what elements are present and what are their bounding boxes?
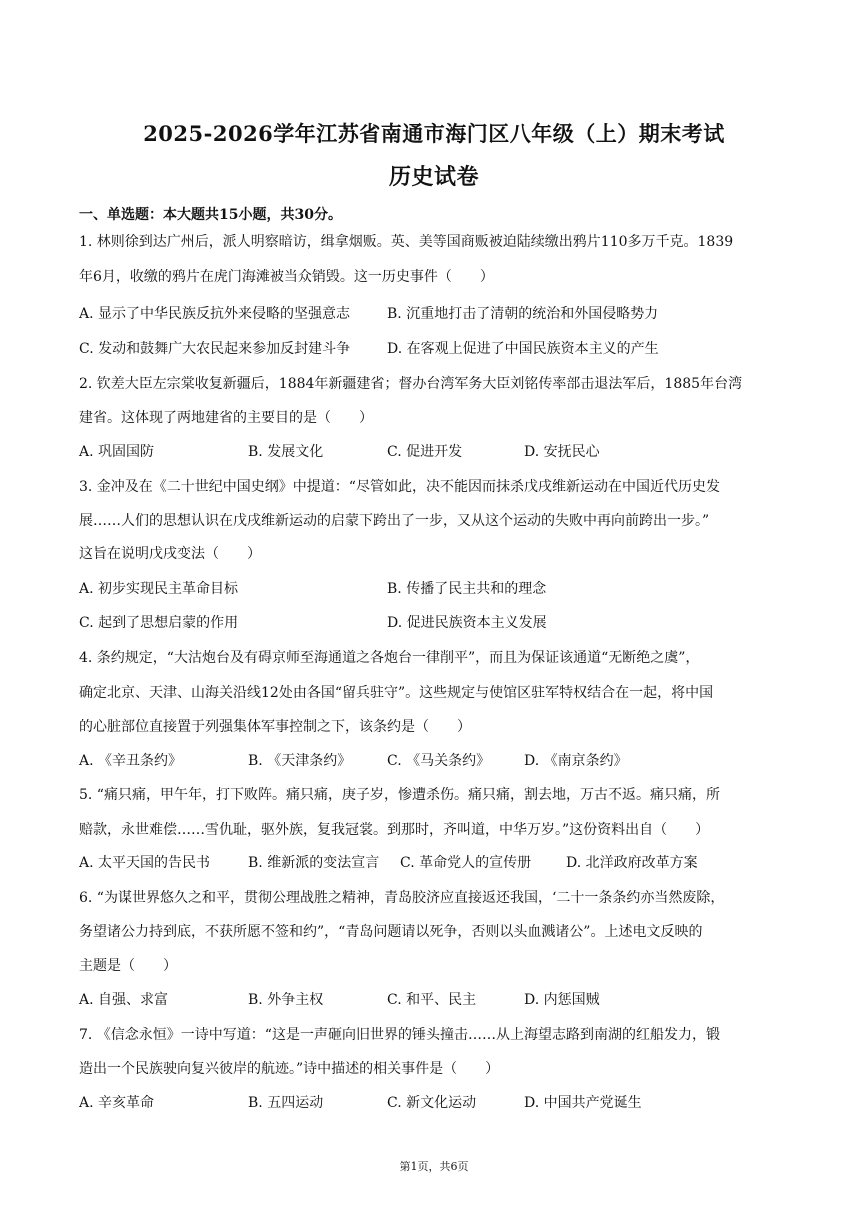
question-7-line-2: 造出一个民族驶向复兴彼岸的航迹。”诗中描述的相关事件是（ ） <box>79 1061 500 1077</box>
question-7-option-c: C. 新文化运动 <box>387 1095 477 1111</box>
question-2-option-c: C. 促进开发 <box>387 444 463 460</box>
question-7-option-b: B. 五四运动 <box>248 1095 324 1111</box>
question-1-option-b: B. 沉重地打击了清朝的统治和外国侵略势力 <box>387 306 659 322</box>
question-1-option-a: A. 显示了中华民族反抗外来侵略的坚强意志 <box>79 306 351 322</box>
question-2-option-d: D. 安抚民心 <box>524 444 600 460</box>
question-5-line-2: 赔款，永世难偿……雪仇耻，驱外族，复我冠裳。到那时，齐叫道，中华万岁。”这份资料出自（ ） <box>79 822 710 838</box>
question-6-option-d: D. 内惩国贼 <box>524 992 600 1008</box>
question-6-line-3: 主题是（ ） <box>79 958 177 974</box>
question-3-line-3: 这旨在说明戊戌变法（ ） <box>79 546 261 562</box>
question-3-line-2: 展……人们的思想认识在戊戌维新运动的启蒙下跨出了一步，又从这个运动的失败中再向前跨出一步。” <box>79 513 710 529</box>
question-6-option-a: A. 自强、求富 <box>79 992 169 1008</box>
question-2-option-b: B. 发展文化 <box>248 444 324 460</box>
question-3-line-1: 3. 金冲及在《二十世纪中国史纲》中提道：“尽管如此，决不能因而抹杀戊戌维新运动在中国近代历史发 <box>79 479 720 495</box>
exam-subtitle: 历史试卷 <box>388 164 479 190</box>
question-4-option-c: C. 《马关条约》 <box>387 753 491 769</box>
question-3-option-c: C. 起到了思想启蒙的作用 <box>79 615 239 631</box>
question-3-option-a: A. 初步实现民主革命目标 <box>79 581 239 597</box>
question-5-option-a: A. 太平天国的告民书 <box>79 855 211 871</box>
question-5-option-b: B. 维新派的变法宣言 <box>248 855 380 871</box>
question-6-line-2: 务望诸公力持到底，不获所愿不签和约”，“青岛问题请以死争，否则以头血溅诸公”。上述电文反映的 <box>79 924 703 940</box>
question-7-option-a: A. 辛亥革命 <box>79 1095 155 1111</box>
question-1-line-1: 1. 林则徐到达广州后，派人明察暗访，缉拿烟贩。英、美等国商贩被迫陆续缴出鸦片110多万千克。1839 <box>79 234 734 250</box>
question-5-option-c: C. 革命党人的宣传册 <box>400 855 532 871</box>
question-2-line-2: 建省。这体现了两地建省的主要目的是（ ） <box>79 410 373 426</box>
question-6-option-b: B. 外争主权 <box>248 992 324 1008</box>
question-4-line-1: 4. 条约规定，“大沽炮台及有碍京师至海通道之各炮台一律削平”，而且为保证该通道“无断绝之虞”， <box>79 650 700 666</box>
question-1-line-2: 年6月，收缴的鸦片在虎门海滩被当众销毁。这一历史事件（ ） <box>79 269 494 285</box>
section-heading: 一、单选题：本大题共15小题，共30分。 <box>79 207 342 223</box>
question-1-option-c: C. 发动和鼓舞广大农民起来参加反封建斗争 <box>79 341 351 357</box>
question-7-option-d: D. 中国共产党诞生 <box>524 1095 642 1111</box>
question-6-option-c: C. 和平、民主 <box>387 992 477 1008</box>
question-2-line-1: 2. 钦差大臣左宗棠收复新疆后，1884年新疆建省；督办台湾军务大臣刘铭传率部击退法军后，1885年台湾 <box>79 376 743 392</box>
question-5-option-d: D. 北洋政府改革方案 <box>566 855 698 871</box>
question-3-option-b: B. 传播了民主共和的理念 <box>387 581 547 597</box>
question-1-option-d: D. 在客观上促进了中国民族资本主义的产生 <box>387 341 659 357</box>
page-footer: 第1页，共6页 <box>399 1160 469 1173</box>
question-4-line-3: 的心脏部位直接置于列强集体军事控制之下，该条约是（ ） <box>79 719 471 735</box>
question-6-line-1: 6. “为谋世界悠久之和平，贯彻公理战胜之精神，青岛胶济应直接返还我国，‘二十一条条约亦当然废除， <box>79 890 725 906</box>
question-3-option-d: D. 促进民族资本主义发展 <box>387 615 547 631</box>
question-2-option-a: A. 巩固国防 <box>79 444 155 460</box>
question-5-line-1: 5. “痛只痛，甲午年，打下败阵。痛只痛，庚子岁，惨遭杀伤。痛只痛，割去地，万古不返。痛只痛，所 <box>79 787 720 803</box>
question-4-option-d: D. 《南京条约》 <box>524 753 628 769</box>
question-7-line-1: 7. 《信念永恒》一诗中写道：“这是一声砸向旧世界的锤头撞击……从上海望志路到南湖的红船发力，锻 <box>79 1027 720 1043</box>
question-4-line-2: 确定北京、天津、山海关沿线12处由各国“留兵驻守”。这些规定与使馆区驻军特权结合在一起，将中国 <box>79 685 714 701</box>
question-4-option-b: B. 《天津条约》 <box>248 753 352 769</box>
question-4-option-a: A. 《辛丑条约》 <box>79 753 183 769</box>
exam-title: 2025-2026学年江苏省南通市海门区八年级（上）期末考试 <box>143 121 725 146</box>
